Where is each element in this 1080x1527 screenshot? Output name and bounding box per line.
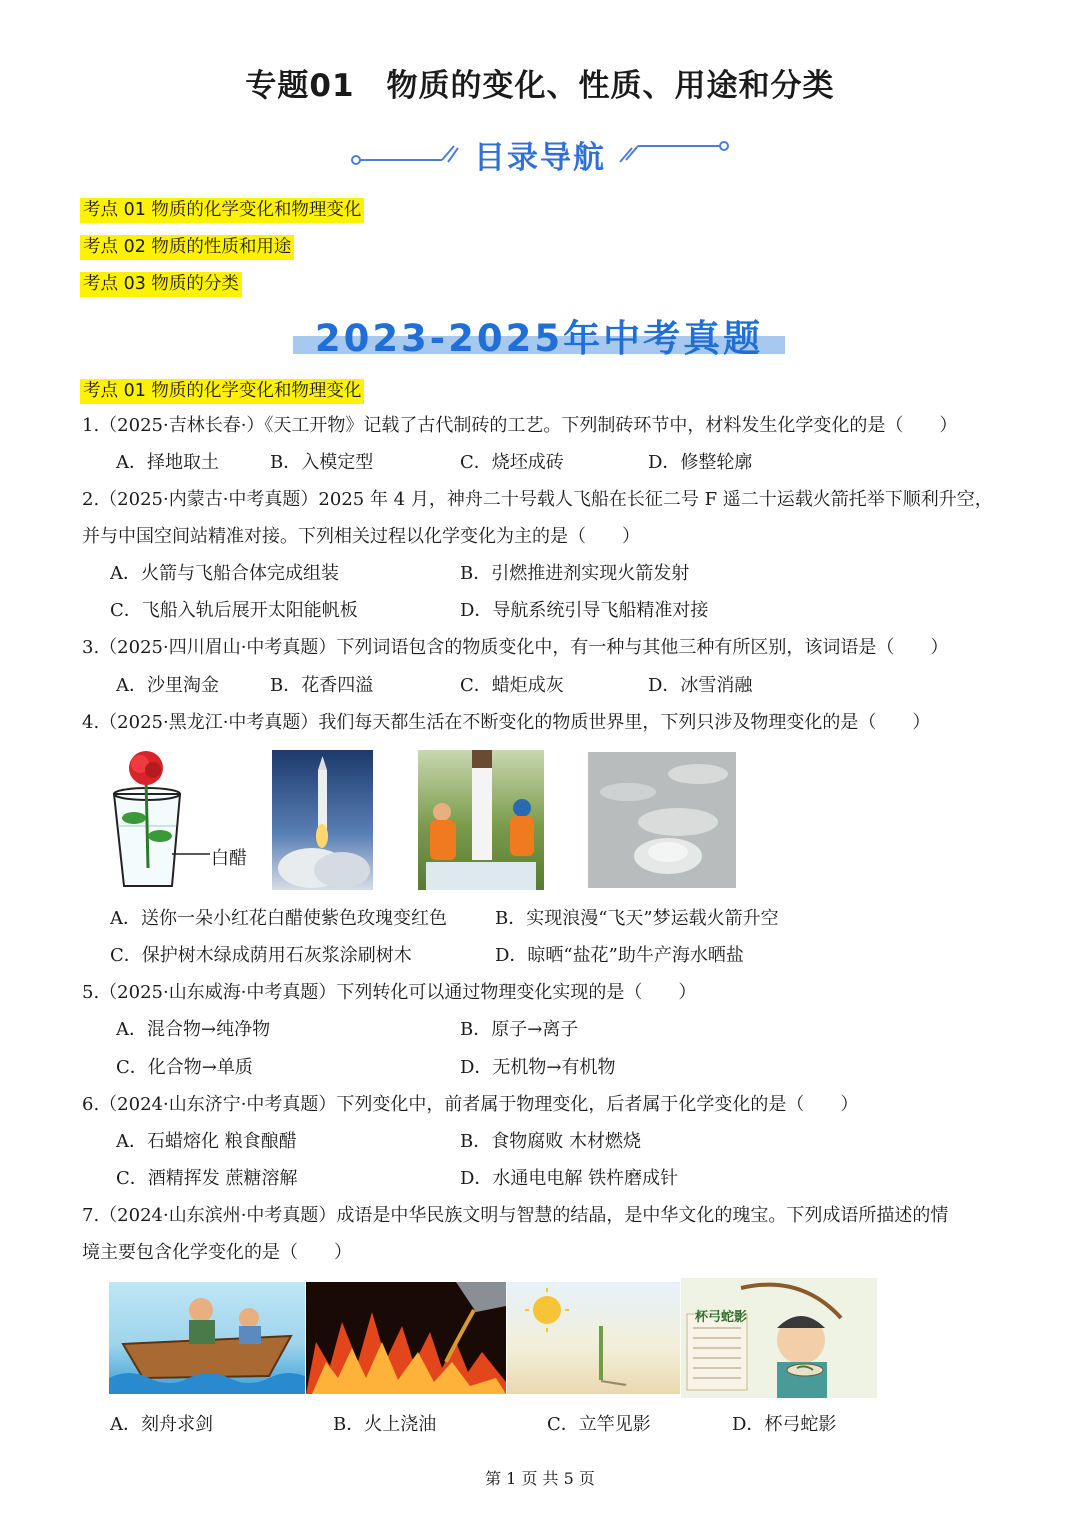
question-4: 4.（2025·黑龙江·中考真题）我们每天都生活在不断变化的物质世界里，下列只涉及物理变化的是（ ） [82, 712, 931, 733]
q5-option-c[interactable]: C．化合物→单质 [116, 1057, 253, 1078]
q6-option-c[interactable]: C．酒精挥发 蔗糖溶解 [116, 1168, 298, 1189]
vinegar-label: 白醋 [211, 848, 247, 869]
q4-option-c[interactable]: C．保护树木绿成荫用石灰浆涂刷树木 [110, 945, 412, 966]
toc-item-03[interactable]: 考点 03 物质的分类 [80, 270, 242, 295]
q1-option-c[interactable]: C．烧坯成砖 [460, 452, 564, 473]
question-5: 5.（2025·山东威海·中考真题）下列转化可以通过物理变化实现的是（ ） [82, 982, 697, 1003]
page-footer: 第 1 页 共 5 页 [485, 1469, 595, 1488]
q5-option-d[interactable]: D．无机物→有机物 [460, 1057, 616, 1078]
page-title: 专题01 物质的变化、性质、用途和分类 [245, 68, 835, 104]
q3-option-b[interactable]: B．花香四溢 [270, 675, 374, 696]
toc-item-01[interactable]: 考点 01 物质的化学变化和物理变化 [80, 196, 364, 221]
q4-rocket-image [272, 750, 373, 890]
q7-boat-image [109, 1282, 305, 1394]
q1-option-d[interactable]: D．修整轮廓 [648, 452, 753, 473]
q7-option-c[interactable]: C．立竿见影 [547, 1414, 651, 1435]
q2-option-b[interactable]: B．引燃推进剂实现火箭发射 [460, 563, 690, 584]
q1-option-b[interactable]: B．入模定型 [270, 452, 374, 473]
question-7-line1: 7.（2024·山东滨州·中考真题）成语是中华民族文明与智慧的结晶，是中华文化的瑰宝。下列成语所描述的情 [82, 1205, 949, 1226]
toc-item-02[interactable]: 考点 02 物质的性质和用途 [80, 233, 294, 258]
q2-option-d[interactable]: D．导航系统引导飞船精准对接 [460, 600, 709, 621]
exam-banner: 2023-2025年中考真题 [314, 317, 764, 360]
q3-option-d[interactable]: D．冰雪消融 [648, 675, 753, 696]
q7-pole-image [507, 1282, 680, 1394]
q2-option-c[interactable]: C．飞船入轨后展开太阳能帆板 [110, 600, 358, 621]
q4-rose-vinegar-image [106, 748, 266, 892]
question-7-line2: 境主要包含化学变化的是（ ） [82, 1242, 352, 1263]
cup-bow-image-label: 杯弓蛇影 [695, 1310, 748, 1325]
question-2-line1: 2.（2025·内蒙古·中考真题）2025 年 4 月，神舟二十号载人飞船在长征二号 F 遥二十运载火箭托举下顺利升空， [82, 489, 993, 510]
q4-option-a[interactable]: A．送你一朵小红花白醋使紫色玫瑰变红色 [110, 908, 447, 929]
q5-option-b[interactable]: B．原子→离子 [460, 1019, 579, 1040]
q2-option-a[interactable]: A．火箭与飞船合体完成组装 [110, 563, 339, 584]
q4-tree-lime-image [418, 750, 544, 890]
toc-title: 目录导航 [474, 140, 606, 176]
q7-option-b[interactable]: B．火上浇油 [333, 1414, 437, 1435]
q4-option-b[interactable]: B．实现浪漫“飞天”梦运载火箭升空 [495, 908, 779, 929]
q1-option-a[interactable]: A．择地取土 [116, 452, 219, 473]
toc-header [350, 132, 730, 178]
q7-fire-image [306, 1282, 506, 1394]
q5-option-a[interactable]: A．混合物→纯净物 [116, 1019, 271, 1040]
q7-cup-bow-image [681, 1278, 877, 1398]
section-heading: 考点 01 物质的化学变化和物理变化 [80, 377, 364, 402]
q7-option-a[interactable]: A．刻舟求剑 [110, 1414, 213, 1435]
question-1: 1.（2025·吉林长春·）《天工开物》记载了古代制砖的工艺。下列制砖环节中，材料发生化学变化的是（ ） [82, 415, 958, 436]
q4-option-d[interactable]: D．晾晒“盐花”助牛产海水晒盐 [495, 945, 744, 966]
q4-sea-salt-image [588, 752, 736, 888]
q3-option-c[interactable]: C．蜡炬成灰 [460, 675, 564, 696]
q6-option-b[interactable]: B．食物腐败 木材燃烧 [460, 1131, 641, 1152]
q7-option-d[interactable]: D．杯弓蛇影 [732, 1414, 837, 1435]
q3-option-a[interactable]: A．沙里淘金 [116, 675, 219, 696]
q6-option-d[interactable]: D．水通电电解 铁杵磨成针 [460, 1168, 679, 1189]
q6-option-a[interactable]: A．石蜡熔化 粮食酿醋 [116, 1131, 297, 1152]
question-3: 3.（2025·四川眉山·中考真题）下列词语包含的物质变化中，有一种与其他三种有所区别，该词语是（ ） [82, 637, 949, 658]
question-6: 6.（2024·山东济宁·中考真题）下列变化中，前者属于物理变化，后者属于化学变化的是（ ） [82, 1094, 859, 1115]
question-2-line2: 并与中国空间站精准对接。下列相关过程以化学变化为主的是（ ） [82, 526, 640, 547]
